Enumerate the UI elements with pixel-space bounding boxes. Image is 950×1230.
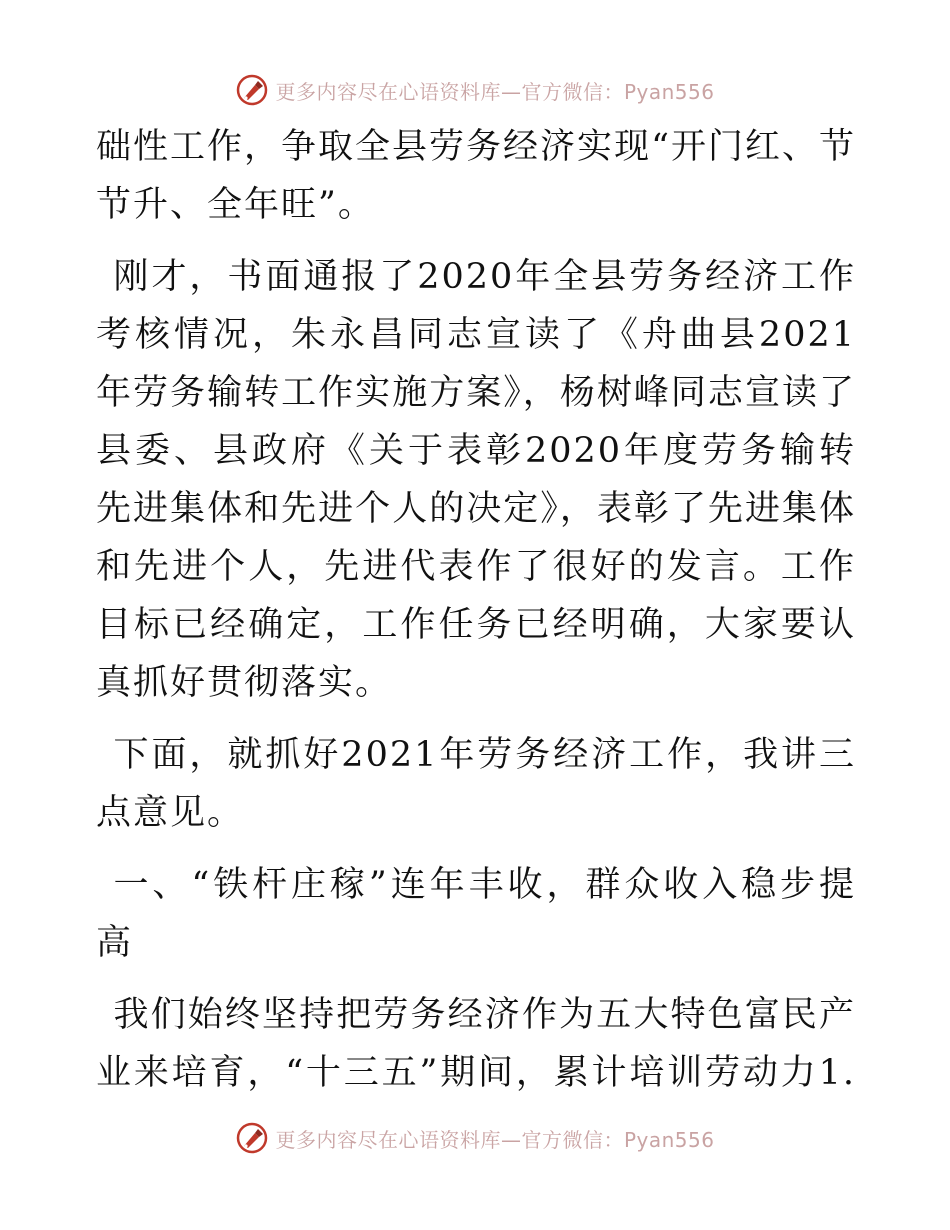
paragraph-continuation: 础性工作，争取全县劳务经济实现“开门红、节节升、全年旺”。 <box>96 127 856 225</box>
section-heading-one: 一、“铁杆庄稼”连年丰收，群众收入稳步提高 <box>96 865 856 963</box>
pen-nib-logo-icon <box>235 1121 269 1155</box>
paragraph-achievements: 我们始终坚持把劳务经济作为五大特色富民产业来培育，“十三五”期间，累计培训劳动力1. <box>96 995 856 1093</box>
footer-watermark <box>0 1118 950 1158</box>
document-body <box>96 118 856 1108</box>
header-watermark <box>0 70 950 110</box>
pen-nib-logo-icon <box>235 73 269 107</box>
paragraph-report-summary: 刚才，书面通报了2020年全县劳务经济工作考核情况，朱永昌同志宣读了《舟曲县2021年劳务输转工作实施方案》，杨树峰同志宣读了县委、县政府《关于表彰2020年度劳务输转先进集体和先进个人的决定》，表彰了先进集体和先进个人，先进代表作了很好的发言。工作目标已经确定，工作任务已经明确，大家要认真抓好贯彻落实。 <box>96 257 856 703</box>
paragraph-intro-points: 下面，就抓好2021年劳务经济工作，我讲三点意见。 <box>96 735 856 833</box>
watermark-text: 更多内容尽在心语资料库—官方微信：Pyan556 <box>275 79 715 104</box>
watermark-text: 更多内容尽在心语资料库—官方微信：Pyan556 <box>275 1127 715 1152</box>
